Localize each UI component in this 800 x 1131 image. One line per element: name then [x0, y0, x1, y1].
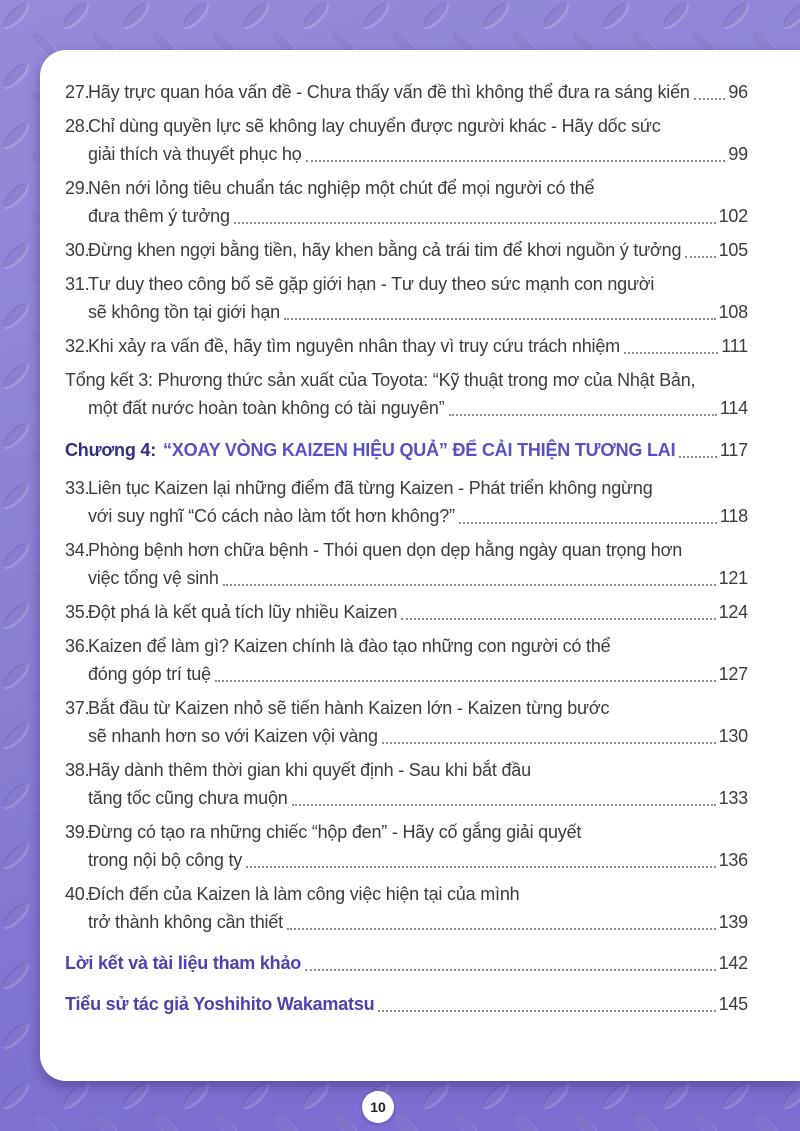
toc-line: [65, 174, 748, 202]
page-ref: 130: [718, 726, 748, 746]
entry-number: 36.: [65, 636, 90, 656]
entry-text: sẽ không tồn tại giới hạn: [88, 302, 280, 322]
toc-entry-section-17: [65, 990, 748, 1018]
toc-line: [65, 366, 748, 394]
section-title: Tiểu sử tác giả Yoshihito Wakamatsu: [65, 994, 375, 1014]
toc-line: [65, 990, 748, 1018]
page-ref: 145: [718, 994, 748, 1014]
entry-number: 32.: [65, 336, 90, 356]
page-ref: 121: [718, 568, 748, 588]
dot-leader: [624, 352, 718, 354]
entry-text: Hãy dành thêm thời gian khi quyết định - Sau khi bắt đầu: [88, 760, 531, 780]
toc-line: [65, 536, 748, 564]
entry-text: một đất nước hoàn toàn không có tài nguyên”: [88, 398, 445, 418]
toc-line: [65, 474, 748, 502]
page-ref: 142: [718, 953, 748, 973]
toc-line: [65, 332, 748, 360]
entry-text: Chỉ dùng quyền lực sẽ không lay chuyển được người khác - Hãy dốc sức: [88, 116, 661, 136]
toc-line: [65, 722, 748, 750]
entry-text: Đừng khen ngợi bằng tiền, hãy khen bằng cả trái tim để khơi nguồn ý tưởng: [88, 240, 682, 260]
page-ref: 99: [728, 144, 748, 164]
entry-text: Liên tục Kaizen lại những điểm đã từng Kaizen - Phát triển không ngừng: [88, 478, 653, 498]
page-ref: 124: [718, 602, 748, 622]
toc-entry-summary-6: [65, 366, 748, 422]
entry-text: việc tổng vệ sinh: [88, 568, 219, 588]
entry-text: giải thích và thuyết phục họ: [88, 144, 302, 164]
entry-number: 34.: [65, 540, 90, 560]
dot-leader: [305, 969, 715, 971]
dot-leader: [287, 928, 716, 930]
dot-leader: [401, 618, 715, 620]
dot-leader: [215, 680, 716, 682]
entry-text: Đích đến của Kaizen là làm công việc hiện tại của mình: [88, 884, 520, 904]
dot-leader: [223, 584, 716, 586]
entry-text: Hãy trực quan hóa vấn đề - Chưa thấy vấn đề thì không thể đưa ra sáng kiến: [88, 82, 690, 102]
entry-text: Khi xảy ra vấn đề, hãy tìm nguyên nhân thay vì truy cứu trách nhiệm: [88, 336, 620, 356]
toc-entry-chapter-7: [65, 436, 748, 464]
entry-text: Tổng kết 3: Phương thức sản xuất của Toyota: “Kỹ thuật trong mơ của Nhật Bản,: [65, 370, 696, 390]
toc-entry-30: [65, 236, 748, 264]
page-ref: 127: [718, 664, 748, 684]
entry-number: 40.: [65, 884, 90, 904]
section-title: Lời kết và tài liệu tham khảo: [65, 953, 302, 973]
entry-text: Đột phá là kết quả tích lũy nhiều Kaizen: [88, 602, 398, 622]
toc-line: [65, 784, 748, 812]
dot-leader: [246, 866, 715, 868]
toc-line: [65, 598, 748, 626]
page-number-badge: [362, 1091, 394, 1123]
entry-text: sẽ nhanh hơn so với Kaizen vội vàng: [88, 726, 378, 746]
toc-entry-31: [65, 270, 748, 326]
toc-entry-39: [65, 818, 748, 874]
toc-line: [65, 564, 748, 592]
page-ref: 108: [718, 302, 748, 322]
toc-line: [65, 436, 748, 464]
toc-line: [65, 502, 748, 530]
chapter-label: Chương 4:: [65, 440, 157, 460]
toc-line: [65, 394, 748, 422]
toc-page: [40, 50, 800, 1081]
page-number: 10: [370, 1099, 386, 1115]
toc-line: [65, 270, 748, 298]
entry-number: 30.: [65, 240, 90, 260]
dot-leader: [694, 98, 726, 100]
entry-text: Tư duy theo công bố sẽ gặp giới hạn - Tư duy theo sức mạnh con người: [88, 274, 655, 294]
toc-line: [65, 694, 748, 722]
entry-text: Nên nới lỏng tiêu chuẩn tác nghiệp một chút để mọi người có thể: [88, 178, 595, 198]
entry-text: đưa thêm ý tưởng: [88, 206, 230, 226]
entry-number: 35.: [65, 602, 90, 622]
table-of-contents: [65, 78, 748, 1018]
dot-leader: [306, 160, 726, 162]
dot-leader: [679, 456, 717, 458]
page-ref: 118: [719, 506, 748, 526]
page-ref: 139: [718, 912, 748, 932]
entry-text: với suy nghĩ “Có cách nào làm tốt hơn không?”: [88, 506, 455, 526]
toc-line: [65, 78, 748, 106]
entry-text: tăng tốc cũng chưa muộn: [88, 788, 288, 808]
page-ref: 133: [718, 788, 748, 808]
toc-entry-37: [65, 694, 748, 750]
entry-number: 27.: [65, 82, 90, 102]
entry-text: Bắt đầu từ Kaizen nhỏ sẽ tiến hành Kaizen lớn - Kaizen từng bước: [88, 698, 610, 718]
toc-entry-36: [65, 632, 748, 688]
page-ref: 102: [718, 206, 748, 226]
toc-entry-28: [65, 112, 748, 168]
toc-entry-27: [65, 78, 748, 106]
toc-line: [65, 756, 748, 784]
entry-text: Kaizen để làm gì? Kaizen chính là đào tạo những con người có thể: [88, 636, 611, 656]
toc-entry-33: [65, 474, 748, 530]
toc-line: [65, 112, 748, 140]
toc-line: [65, 880, 748, 908]
toc-entry-35: [65, 598, 748, 626]
chapter-title: “XOAY VÒNG KAIZEN HIỆU QUẢ” ĐỂ CẢI THIỆN TƯƠNG LAI: [163, 440, 676, 460]
entry-number: 29.: [65, 178, 90, 198]
toc-entry-38: [65, 756, 748, 812]
dot-leader: [685, 256, 715, 258]
page-ref: 105: [718, 240, 748, 260]
entry-text: Đừng có tạo ra những chiếc “hộp đen” - Hãy cố gắng giải quyết: [88, 822, 582, 842]
toc-line: [65, 632, 748, 660]
entry-text: trở thành không cần thiết: [88, 912, 283, 932]
entry-number: 33.: [65, 478, 90, 498]
toc-line: [65, 140, 748, 168]
toc-line: [65, 949, 748, 977]
toc-line: [65, 908, 748, 936]
entry-text: đóng góp trí tuệ: [88, 664, 211, 684]
page-ref: 96: [728, 82, 748, 102]
toc-entry-32: [65, 332, 748, 360]
entry-text: trong nội bộ công ty: [88, 850, 243, 870]
entry-text: Phòng bệnh hơn chữa bệnh - Thói quen dọn dẹp hằng ngày quan trọng hơn: [88, 540, 683, 560]
toc-line: [65, 236, 748, 264]
entry-number: 31.: [65, 274, 90, 294]
dot-leader: [378, 1010, 715, 1012]
page-ref: 136: [718, 850, 748, 870]
dot-leader: [382, 742, 716, 744]
page-ref: 111: [721, 336, 748, 356]
toc-line: [65, 818, 748, 846]
page-ref: 117: [719, 440, 748, 460]
dot-leader: [449, 414, 717, 416]
entry-number: 37.: [65, 698, 90, 718]
toc-entry-34: [65, 536, 748, 592]
toc-entry-40: [65, 880, 748, 936]
page-ref: 114: [719, 398, 748, 418]
dot-leader: [234, 222, 716, 224]
toc-line: [65, 660, 748, 688]
dot-leader: [292, 804, 716, 806]
entry-number: 38.: [65, 760, 90, 780]
toc-line: [65, 202, 748, 230]
dot-leader: [459, 522, 717, 524]
entry-number: 39.: [65, 822, 90, 842]
entry-number: 28.: [65, 116, 90, 136]
toc-entry-29: [65, 174, 748, 230]
toc-entry-section-16: [65, 949, 748, 977]
toc-line: [65, 298, 748, 326]
toc-line: [65, 846, 748, 874]
dot-leader: [284, 318, 716, 320]
